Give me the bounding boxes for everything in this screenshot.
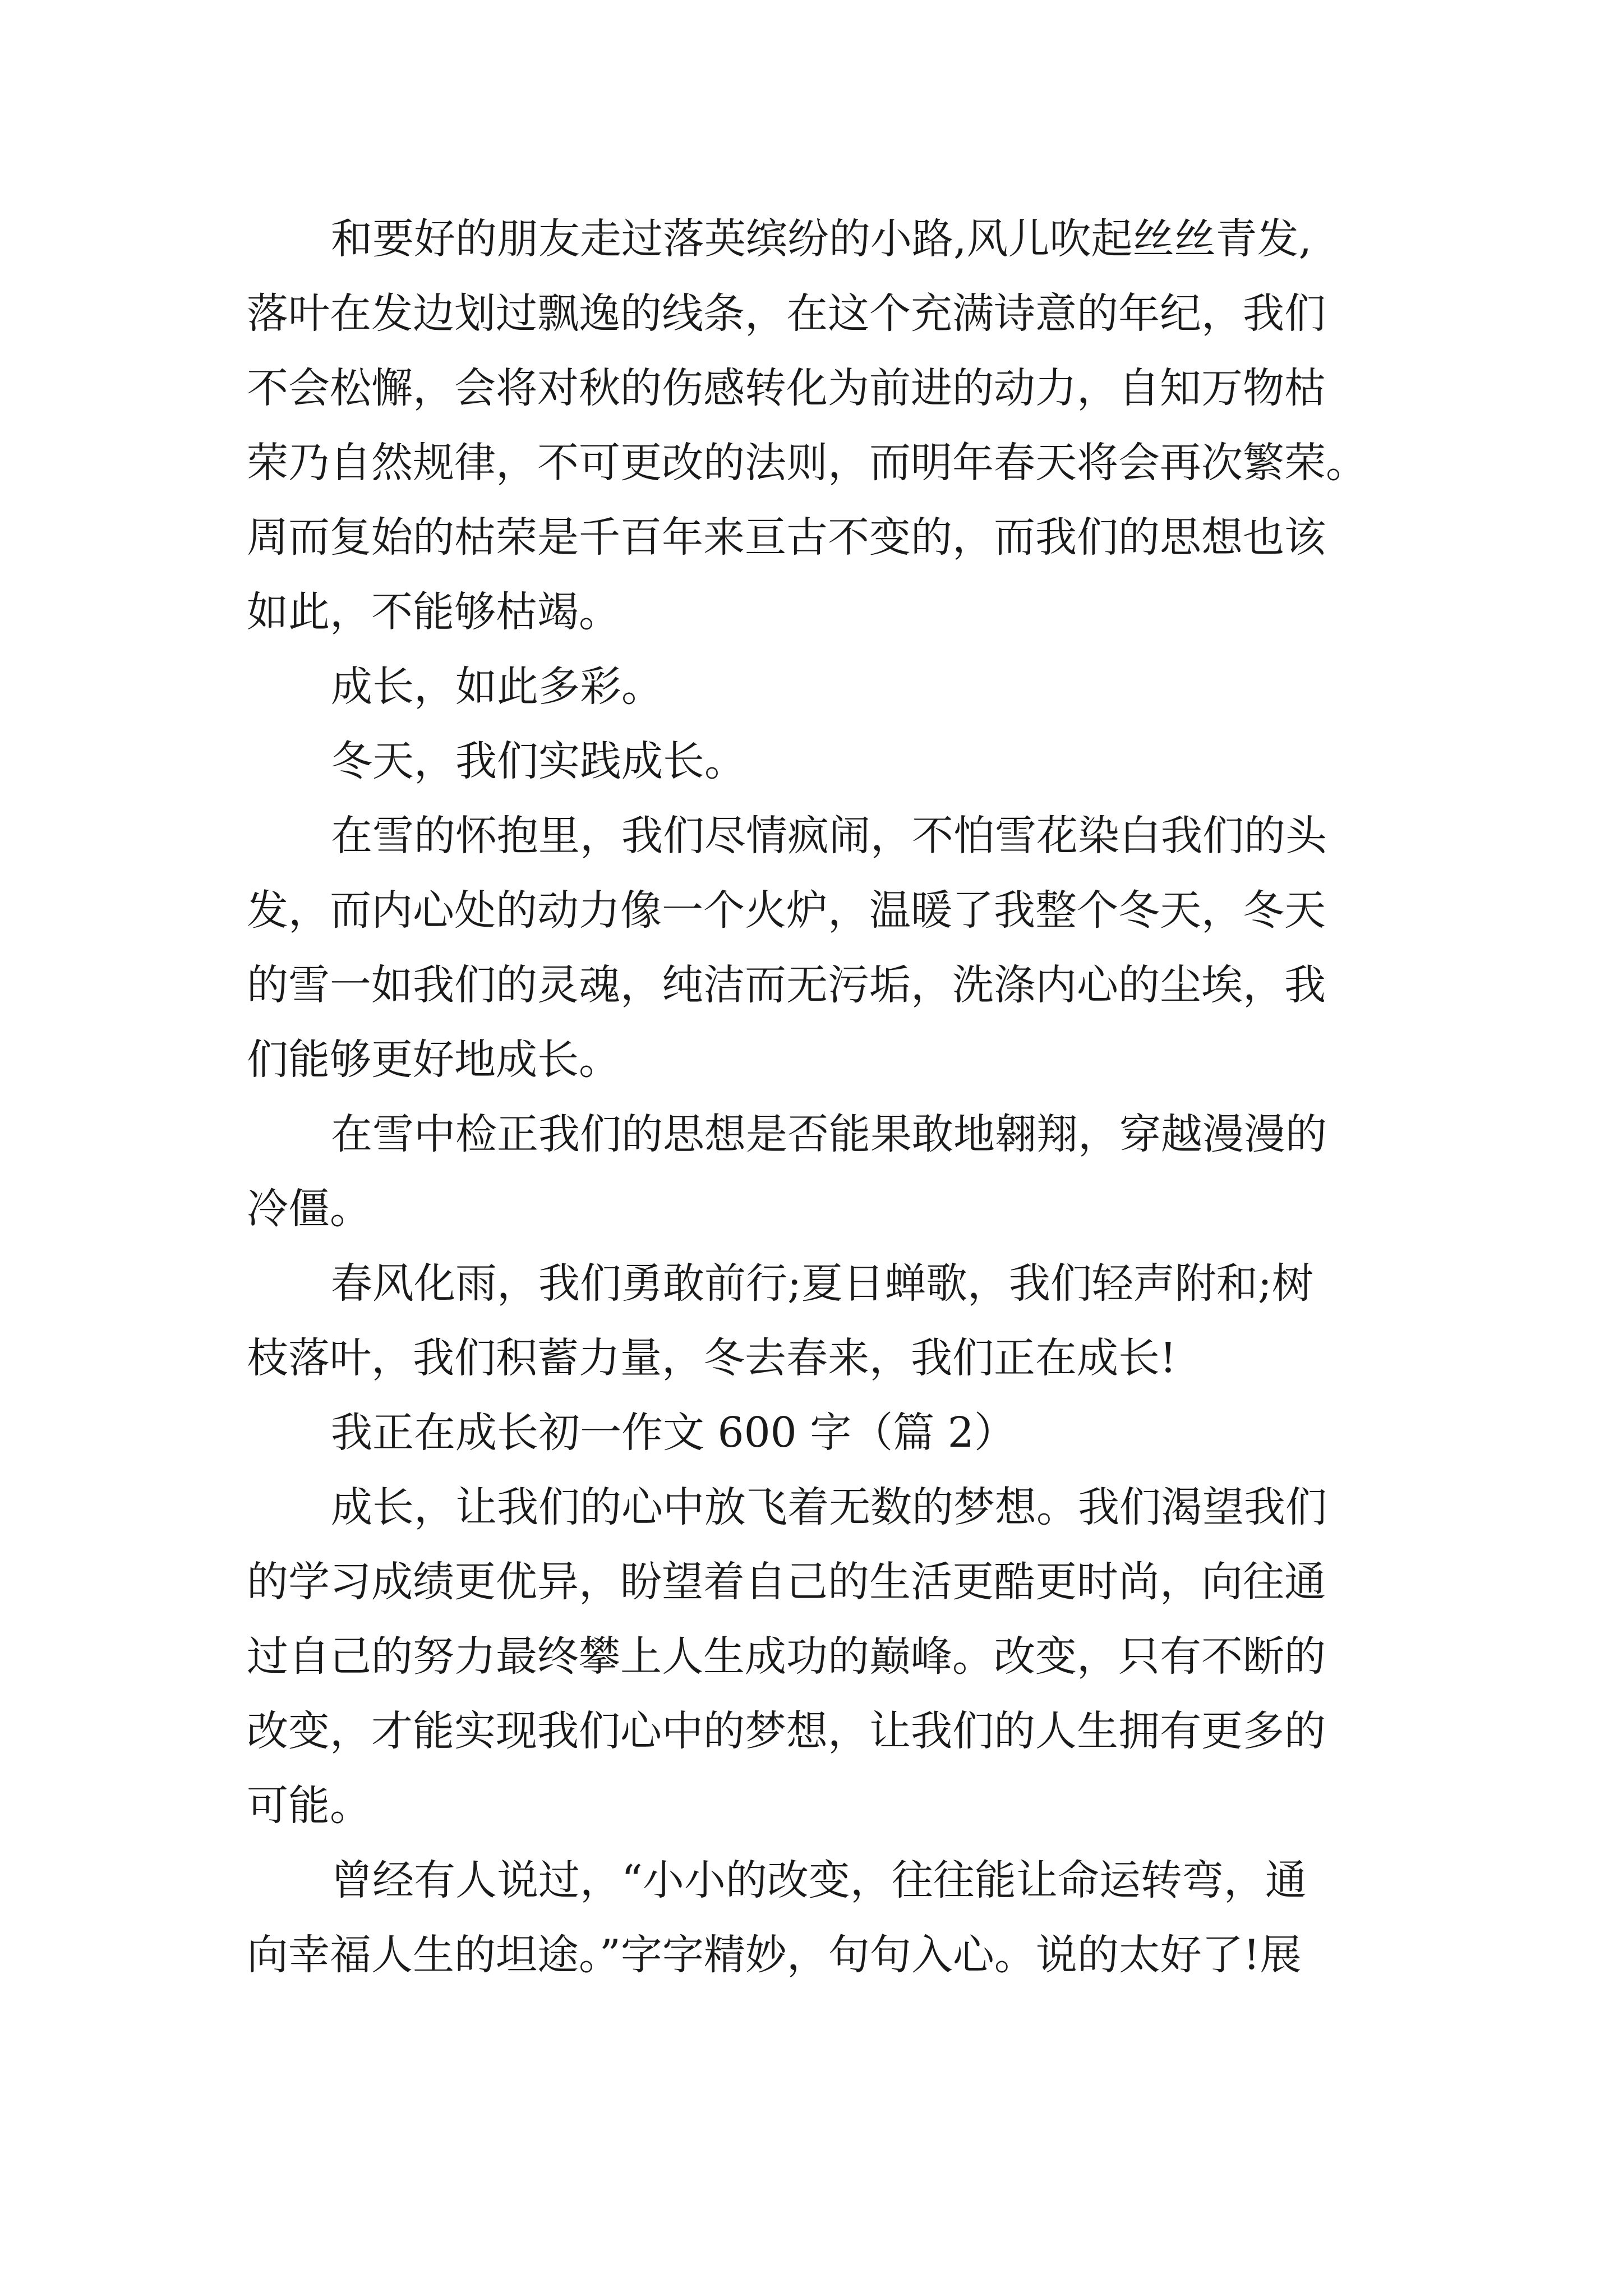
- paragraph: [247, 1843, 1380, 1993]
- text-line: 和要好的朋友走过落英缤纷的小路,风儿吹起丝丝青发,: [331, 215, 1312, 263]
- text-line: 的雪一如我们的灵魂，纯洁而无污垢，洗涤内心的尘埃，我: [247, 961, 1326, 1009]
- text-line: 枝落叶，我们积蓄力量，冬去春来，我们正在成长!: [247, 1334, 1177, 1382]
- paragraph: [247, 650, 1380, 724]
- paragraph: [247, 724, 1380, 799]
- text-line: 改变，才能实现我们心中的梦想，让我们的人生拥有更多的: [247, 1707, 1326, 1755]
- document-body: [247, 202, 1380, 1993]
- paragraph: [247, 1470, 1380, 1843]
- text-line: 成长，让我们的心中放飞着无数的梦想。我们渴望我们: [331, 1483, 1327, 1531]
- text-line: 冬天，我们实践成长。: [331, 737, 746, 785]
- text-line: 曾经有人说过，“小小的改变，往往能让命运转弯，通: [331, 1856, 1307, 1904]
- text-line: 们能够更好地成长。: [247, 1036, 620, 1084]
- text-line: 发，而内心处的动力像一个火炉，温暖了我整个冬天，冬天: [247, 886, 1326, 935]
- text-line: 可能。: [247, 1782, 371, 1830]
- text-line: 过自己的努力最终攀上人生成功的巅峰。改变，只有不断的: [247, 1632, 1326, 1681]
- text-line: 在雪的怀抱里，我们尽情疯闹，不怕雪花染白我们的头: [331, 812, 1327, 860]
- text-line: 荣乃自然规律，不可更改的法则，而明年春天将会再次繁荣。: [247, 439, 1367, 487]
- paragraph: [247, 1396, 1380, 1470]
- text-line: 春风化雨，我们勇敢前行;夏日蝉歌，我们轻声附和;树: [331, 1259, 1313, 1308]
- text-line: 如此，不能够枯竭。: [247, 588, 620, 636]
- paragraph: [247, 1097, 1380, 1246]
- text-line: 落叶在发边划过飘逸的线条，在这个充满诗意的年纪，我们: [247, 289, 1326, 338]
- paragraph: [247, 202, 1380, 650]
- text-line: 在雪中检正我们的思想是否能果敢地翱翔，穿越漫漫的: [331, 1110, 1327, 1158]
- text-line: 冷僵。: [247, 1185, 371, 1233]
- paragraph: [247, 799, 1380, 1097]
- text-line: 成长，如此多彩。: [331, 662, 663, 711]
- text-line: 周而复始的枯荣是千百年来亘古不变的，而我们的思想也该: [247, 513, 1326, 562]
- text-line: 向幸福人生的坦途。”字字精妙，句句入心。说的太好了!展: [247, 1931, 1302, 1979]
- text-line: 的学习成绩更优异，盼望着自己的生活更酷更时尚，向往通: [247, 1558, 1326, 1606]
- text-line: 我正在成长初一作文 600 字（篇 2）: [331, 1409, 1016, 1457]
- text-line: 不会松懈，会将对秋的伤感转化为前进的动力，自知万物枯: [247, 364, 1326, 412]
- paragraph: [247, 1246, 1380, 1396]
